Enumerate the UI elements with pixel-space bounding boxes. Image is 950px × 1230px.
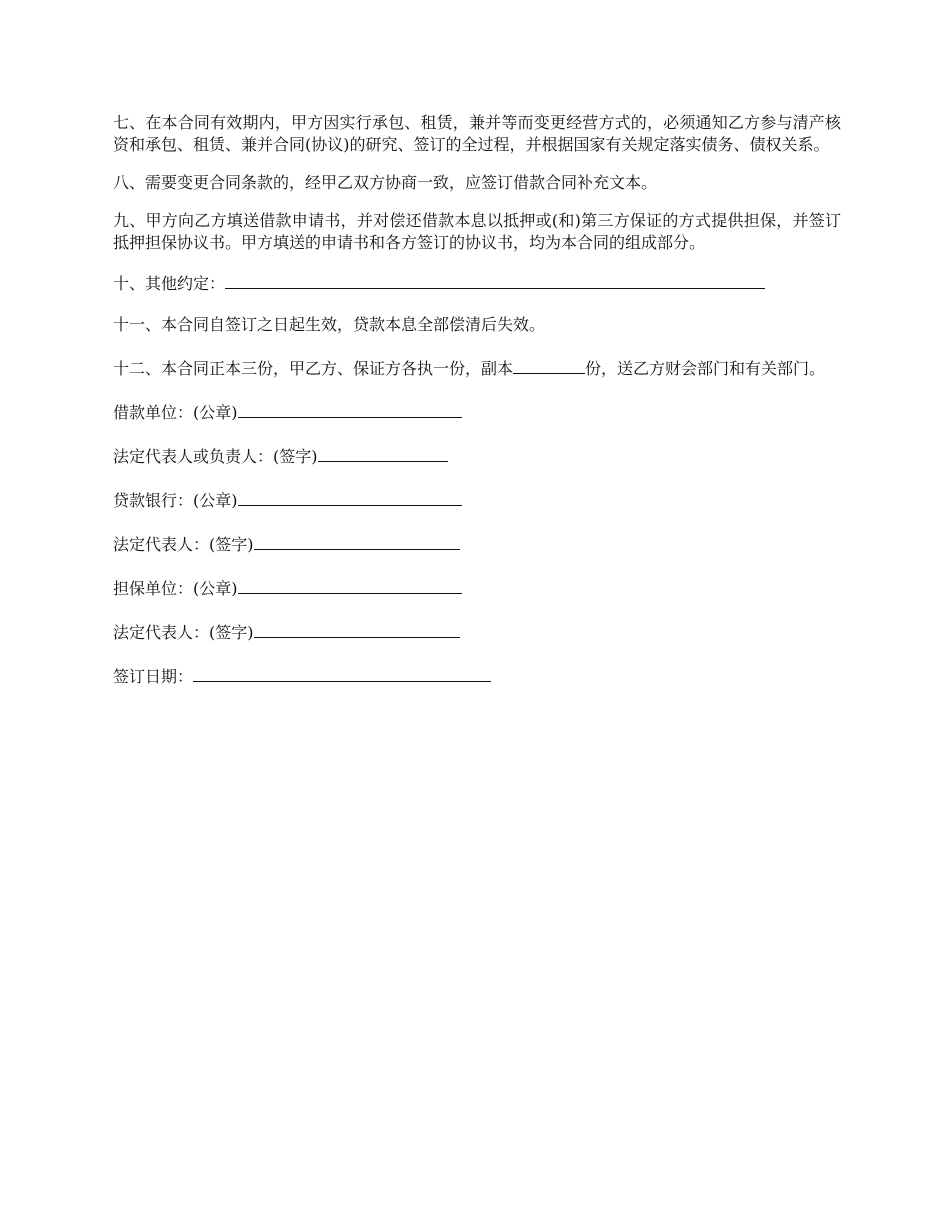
clause-7: 七、在本合同有效期内，甲方因实行承包、租赁，兼并等而变更经营方式的，必须通知乙方参与清产核资和承包、租赁、兼并合同(协议)的研究、签订的全过程，并根据国家有关规定落实债务、债权关系。 bbox=[113, 113, 841, 154]
guarantor-seal-blank[interactable] bbox=[238, 575, 462, 594]
clause-12 bbox=[113, 355, 841, 380]
borrower-rep-sign-blank[interactable] bbox=[318, 443, 448, 462]
guarantor-rep-sign-blank[interactable] bbox=[254, 619, 460, 638]
clause-10 bbox=[113, 270, 841, 295]
bank-seal-blank[interactable] bbox=[238, 487, 462, 506]
clause-12-text-a: 十二、本合同正本三份，甲乙方、保证方各执一份，副本 bbox=[113, 359, 514, 378]
signature-guarantor-rep bbox=[113, 619, 841, 644]
clause-9: 九、甲方向乙方填送借款申请书，并对偿还借款本息以抵押或(和)第三方保证的方式提供担保，并签订抵押担保协议书。甲方填送的申请书和各方签订的协议书，均为本合同的组成部分。 bbox=[113, 211, 841, 252]
date-label: 签订日期： bbox=[113, 667, 194, 686]
clause-12-text-b: 份，送乙方财会部门和有关部门。 bbox=[585, 359, 826, 378]
signature-borrower bbox=[113, 399, 841, 424]
borrower-seal-blank[interactable] bbox=[238, 399, 462, 418]
clause-8: 八、需要变更合同条款的，经甲乙双方协商一致，应签订借款合同补充文本。 bbox=[113, 173, 658, 192]
bank-rep-label: 法定代表人：(签字) bbox=[113, 535, 254, 554]
signature-guarantor bbox=[113, 575, 841, 600]
bank-label: 贷款银行：(公章) bbox=[113, 491, 238, 510]
guarantor-label: 担保单位：(公章) bbox=[113, 579, 238, 598]
guarantor-rep-label: 法定代表人：(签字) bbox=[113, 623, 254, 642]
other-terms-blank[interactable] bbox=[225, 270, 765, 289]
clause-11: 十一、本合同自签订之日起生效，贷款本息全部偿清后失效。 bbox=[113, 315, 546, 334]
contract-page bbox=[113, 112, 841, 707]
signing-date bbox=[113, 663, 841, 688]
clause-10-label: 十、其他约定： bbox=[113, 274, 226, 293]
borrower-rep-label: 法定代表人或负责人：(签字) bbox=[113, 447, 318, 466]
copies-count-blank[interactable] bbox=[513, 355, 585, 374]
signature-bank bbox=[113, 487, 841, 512]
signing-date-blank[interactable] bbox=[193, 663, 491, 682]
signature-bank-rep bbox=[113, 531, 841, 556]
bank-rep-sign-blank[interactable] bbox=[254, 531, 460, 550]
borrower-label: 借款单位：(公章) bbox=[113, 403, 238, 422]
signature-borrower-rep bbox=[113, 443, 841, 468]
